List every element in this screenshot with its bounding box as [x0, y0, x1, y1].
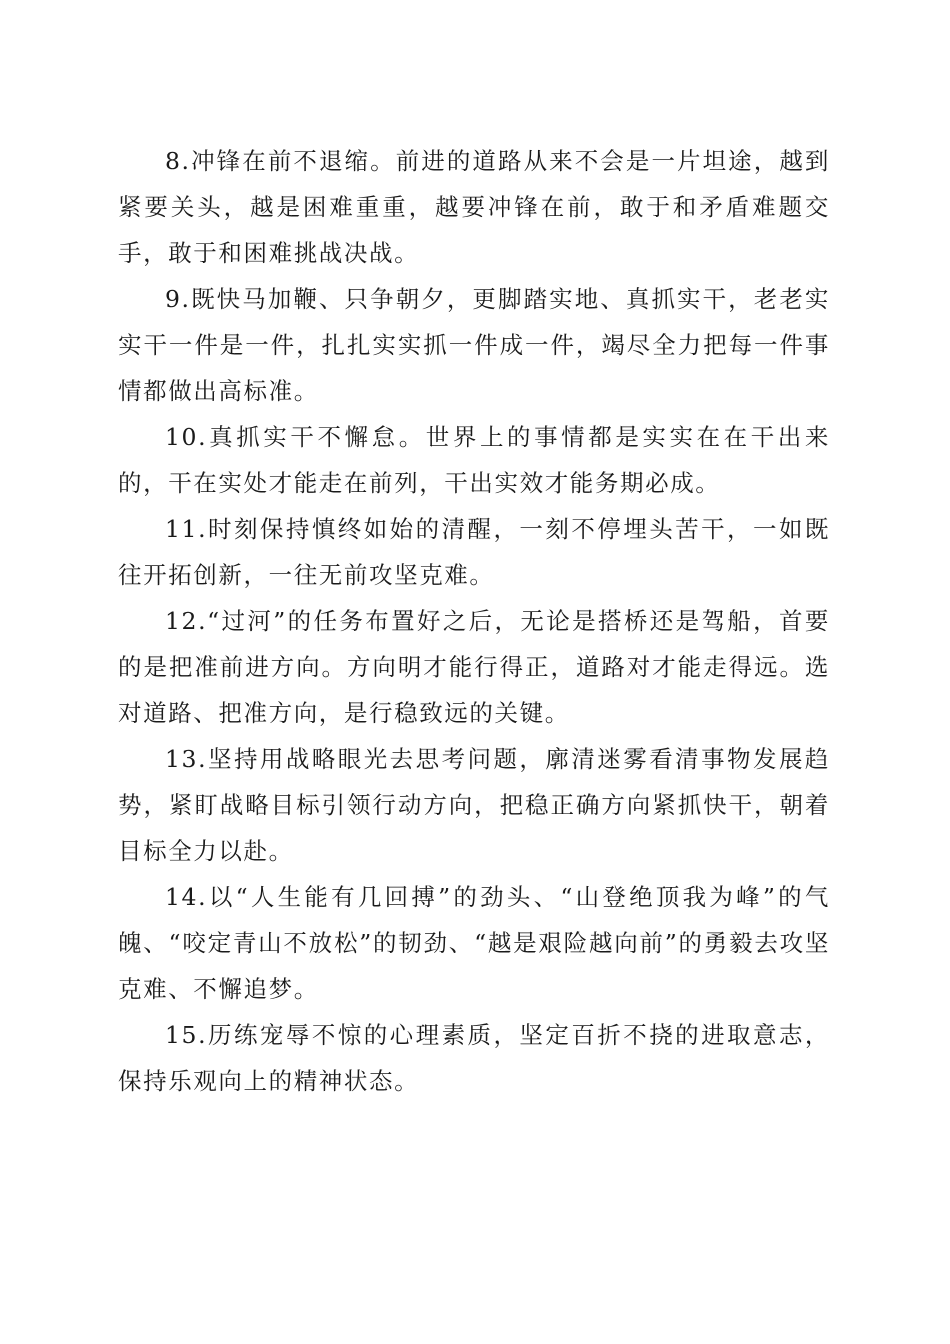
paragraph-10: 10.真抓实干不懈怠。世界上的事情都是实实在在干出来的，干在实处才能走在前列，干出实效才能务期必成。	[118, 423, 830, 497]
paragraph-9: 9.既快马加鞭、只争朝夕，更脚踏实地、真抓实干，老老实实干一件是一件，扎扎实实抓一件成一件，竭尽全力把每一件事情都做出高标准。	[118, 285, 830, 405]
paragraph-13: 13.坚持用战略眼光去思考问题，廓清迷雾看清事物发展趋势，紧盯战略目标引领行动方向，把稳正确方向紧抓快干，朝着目标全力以赴。	[118, 745, 830, 865]
paragraph-12: 12.“过河”的任务布置好之后，无论是搭桥还是驾船，首要的是把准前进方向。方向明才能行得正，道路对才能走得远。选对道路、把准方向，是行稳致远的关键。	[118, 607, 830, 727]
paragraph-14: 14.以“人生能有几回搏”的劲头、“山登绝顶我为峰”的气魄、“咬定青山不放松”的韧劲、“越是艰险越向前”的勇毅去攻坚克难、不懈追梦。	[118, 883, 830, 1003]
paragraph-11: 11.时刻保持慎终如始的清醒，一刻不停埋头苦干，一如既往开拓创新，一往无前攻坚克难。	[118, 515, 830, 589]
document-page	[118, 138, 830, 1104]
paragraph-15: 15.历练宠辱不惊的心理素质，坚定百折不挠的进取意志，保持乐观向上的精神状态。	[118, 1021, 830, 1095]
paragraph-8: 8.冲锋在前不退缩。前进的道路从来不会是一片坦途，越到紧要关头，越是困难重重，越要冲锋在前，敢于和矛盾难题交手，敢于和困难挑战决战。	[118, 147, 830, 267]
